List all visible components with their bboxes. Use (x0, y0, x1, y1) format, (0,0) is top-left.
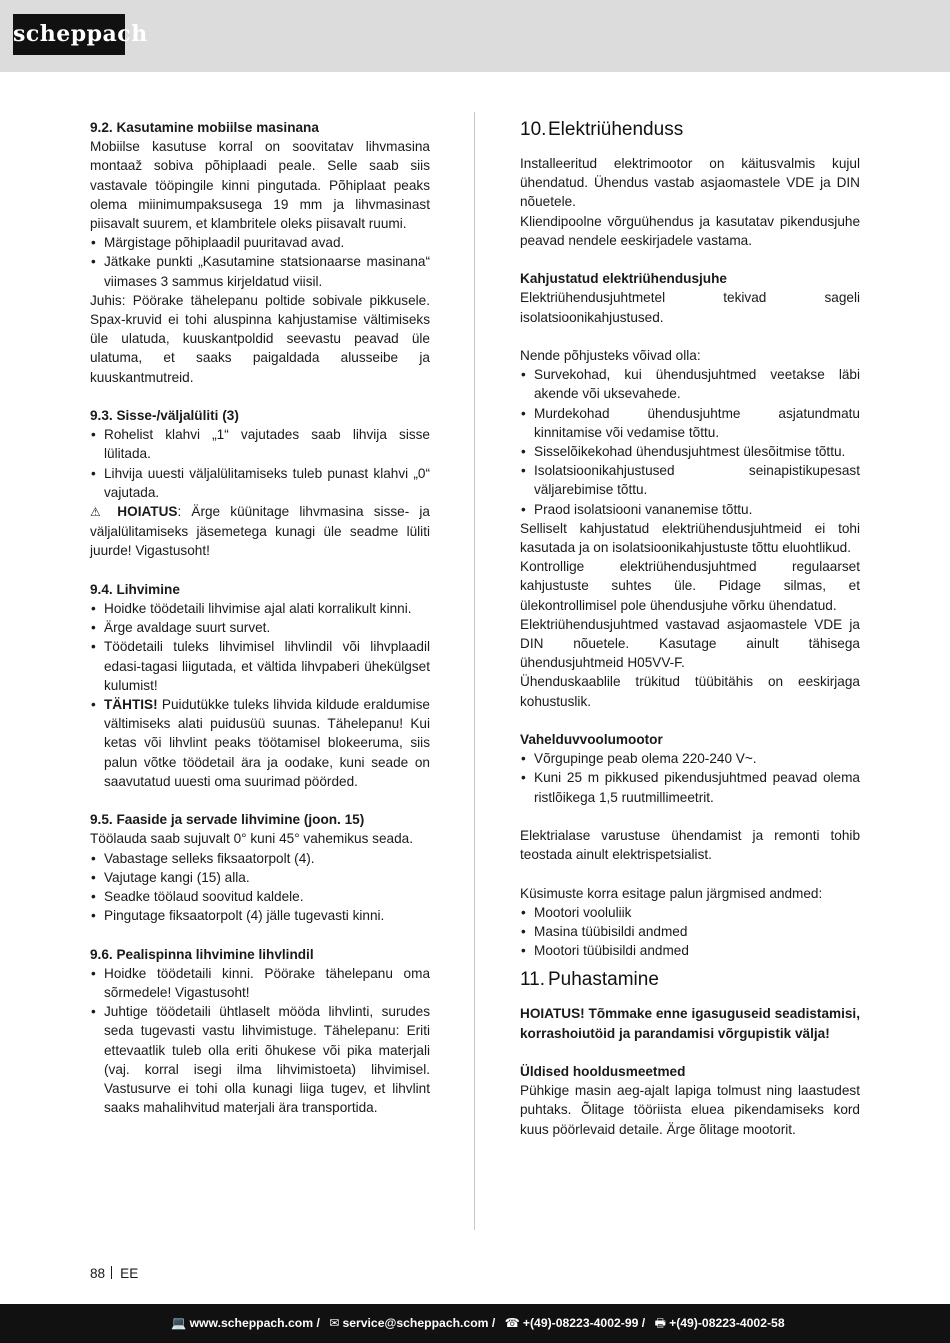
paragraph: Pühkige masin aeg-ajalt lapiga tolmust ning laastudest puhtaks. Õlitage tööriista eluea pikendamiseks kord kuus pöörlevaid detaile. Ärge õlitage mootorit. (520, 1083, 860, 1137)
list-item: • Seadke töölaud soovitud kaldele. (90, 887, 430, 906)
list-item: • Masina tüübisildi andmed (520, 922, 860, 941)
scheppach-logo: scheppach (13, 14, 125, 55)
chapter-title: Puhastamine (548, 969, 659, 991)
list-item: • Lihvija uuesti väljalülitamiseks tuleb punast klahvi „0“ vajutada. (90, 464, 430, 502)
bullet-list (520, 749, 860, 807)
warning-label: HOIATUS (117, 504, 178, 520)
phone-number: +(49)-08223-4002-99 (522, 1316, 639, 1330)
paragraph: Küsimuste korra esitage palun järgmised andmed: (520, 885, 823, 901)
list-item: • Ärge avaldage suurt survet. (90, 618, 430, 637)
bullet-list (90, 425, 430, 502)
paragraph: Mobiilse kasutuse korral on soovitatav lihvmasina montaaž sobiva põhiplaadi peale. Selle saab siis vastavale tööpingile kinni pingutada. Põhiplaat peaks olema miinimumpaksusega 19 mm ja lihvmasinast piisavalt suurem, et klambritele oleks piisavalt ruumi. (90, 139, 430, 232)
page-footer (90, 1265, 138, 1283)
list-item: • Mootori vooluliik (520, 903, 860, 922)
paragraph: Kliendipoolne võrguühendus ja kasutatav pikendusjuhe peavad nendele eeskirjadele vastama. (520, 213, 860, 248)
column-divider (474, 112, 475, 1230)
warning-paragraph (520, 1004, 860, 1042)
computer-icon: 💻 (171, 1316, 187, 1330)
email-link[interactable]: service@scheppach.com (342, 1316, 489, 1330)
list-item: • Hoidke töödetaili lihvimise ajal alati korralikult kinni. (90, 599, 430, 618)
paragraph: Nende põhjusteks võivad olla: (520, 348, 701, 363)
section-heading: 9.4. Lihvimine (90, 581, 180, 597)
left-column (90, 118, 430, 1118)
list-item: • Hoidke töödetaili kinni. Pöörake tähelepanu oma sõrmedele! Vigastusoht! (90, 964, 430, 1002)
mail-icon: ✉ (329, 1316, 340, 1330)
contact-bar (0, 1304, 950, 1343)
chapter-number: 10. (520, 119, 547, 140)
bullet-list (90, 233, 430, 291)
section-heading: Kahjustatud elektriühendusjuhe (520, 271, 727, 287)
list-item: • Sisselõikekohad ühendusjuhtmest ülesõitmise tõttu. (520, 442, 860, 461)
list-item: • Võrgupinge peab olema 220-240 V~. (520, 749, 860, 768)
bullet-list (520, 903, 860, 961)
right-column (520, 118, 860, 1139)
language-code: EE (120, 1266, 139, 1281)
list-item: • Survekohad, kui ühendusjuhtmed veetakse läbi akende või uksevahede. (520, 365, 860, 403)
warning-text: : Ärge küünitage lihvmasina sisse- ja väljalülitamiseks jäsemetega kunagi üle seadme lüliti juurde! Vigastusoht! (90, 504, 430, 559)
warning-text: ! Tõmmake enne igasuguseid seadistamisi, korrashoiutöid ja parandamisi võrgupistik välja! (520, 1006, 860, 1041)
section-heading: 9.3. Sisse-/väljalüliti (3) (90, 408, 239, 424)
list-item: • Isolatsioonikahjustused seinapistikupesast väljarebimise tõttu. (520, 461, 860, 499)
chapter-number: 11. (520, 969, 546, 991)
paragraph: Elektriühendusjuhtmetel tekivad sageli isolatsioonikahjustused. (520, 290, 860, 325)
separator: / (491, 1316, 496, 1330)
list-item (90, 695, 430, 791)
section-heading: 9.6. Pealispinna lihvimine lihvlindil (90, 946, 314, 962)
paragraph: Elektriühendusjuhtmed vastavad asjaomastele VDE ja DIN nõuetele. Kasutage ainult tähisega ühendusjuhtmeid H05VV-F. (520, 616, 860, 671)
section-heading: 9.5. Faaside ja servade lihvimine (joon. 15) (90, 812, 365, 828)
fax-number: +(49)-08223-4002-58 (669, 1316, 785, 1330)
paragraph: Kontrollige elektriühendusjuhtmed regulaarset kahjustuste suhtes üle. Pidage silmas, et ülekontrollimisel pole ühendusjuhe võrku ühendatud. (520, 559, 860, 613)
paragraph: Töölauda saab sujuvalt 0° kuni 45° vahemikus seada. (90, 831, 413, 847)
list-item: • Mootori tüübisildi andmed (520, 941, 860, 960)
list-item: • Juhtige töödetaili ühtlaselt mööda lihvlinti, surudes seda tugevasti vastu lihvimistuge. Tähelepanu: Eriti ettevaatlik tuleb olla eriti õhukese või pika materjali (vaj. korral isegi ilma lihvimistoeta) lihvimisel. Vastusurve ei tohi olla kunagi liiga tugev, et lihvlint saaks mahalihvitud materjali ära transportida. (90, 1002, 430, 1117)
list-item: • Vabastage selleks fiksaatorpolt (4). (90, 849, 430, 868)
paragraph: Selliselt kahjustatud elektriühendusjuhtmeid ei tohi kasutada ja on isolatsioonikahjustuste tõttu eluohtlikud. (520, 520, 860, 556)
paragraph: Installeeritud elektrimootor on käitusvalmis kujul ühendatud. Ühendus vastab asjaomastele VDE ja DIN nõuetele. (520, 156, 860, 210)
bullet-list (90, 599, 430, 791)
bullet-list (90, 849, 430, 926)
separator: / (316, 1316, 320, 1330)
list-item: • Vajutage kangi (15) alla. (90, 868, 430, 887)
important-text: Puidutükke tuleks lihvida kildude eraldumise vältimiseks alati puidusüü suunas. Tähelepanu! Kui ketas või lihvlint peaks töötamisel blokeeruma, siis palun võtke töödetail ära ja oodake, kuni seade on saavutatud uuesti oma suurimad pöörded. (104, 697, 430, 789)
list-item: • Pingutage fiksaatorpolt (4) jälle tugevasti kinni. (90, 906, 430, 925)
phone-icon: ☎ (504, 1316, 520, 1330)
header-bar (0, 0, 950, 72)
bullet-list (520, 365, 860, 519)
section-heading: 9.2. Kasutamine mobiilse masinana (90, 120, 319, 135)
section-heading: Üldised hooldusmeetmed (520, 1064, 686, 1080)
warning-label: HOIATUS (520, 1006, 581, 1022)
list-item: • Praod isolatsiooni vananemise tõttu. (520, 500, 860, 519)
chapter-title: Elektriühenduss (548, 119, 684, 140)
section-heading: Vahelduvvoolumootor (520, 732, 663, 748)
page-number: 88 (90, 1266, 106, 1281)
list-item: • Jätkake punkti „Kasutamine statsionaarse masinana“ viimases 3 sammus kirjeldatud viisil. (90, 252, 430, 290)
paragraph: Juhis: Pöörake tähelepanu poltide sobivale pikkusele. Spax-kruvid ei tohi aluspinna kahjustamise vältimiseks üle ulatuda, kuuskantpoldid seevastu peavad üle ulatuma, et saaks paigaldada alusseibe ja kuuskantmutreid. (90, 292, 430, 385)
paragraph: Elektrialase varustuse ühendamist ja remonti tohib teostada ainult elektrispetsialist. (520, 828, 860, 863)
website-link[interactable]: www.scheppach.com (189, 1316, 314, 1330)
list-item: • Märgistage põhiplaadil puuritavad avad. (90, 233, 430, 252)
chapter-heading (520, 118, 860, 142)
bullet-list (90, 964, 430, 1118)
warning-triangle-icon: ⚠ (90, 505, 108, 520)
important-label: TÄHTIS! (104, 697, 158, 713)
list-item: • Rohelist klahvi „1“ vajutades saab lihvija sisse lülitada. (90, 425, 430, 463)
list-item: • Murdekohad ühendusjuhtme asjatundmatu kinnitamise või vedamise tõttu. (520, 404, 860, 442)
chapter-heading (520, 968, 860, 992)
fax-icon: 🖶 (654, 1316, 667, 1330)
warning-paragraph (90, 502, 430, 561)
list-item: • Töödetaili tuleks lihvimisel lihvlindil või lihvplaadil edasi-tagasi liigutada, et vältida lihvpaberi ühekülgset kulumist! (90, 637, 430, 695)
footer-divider (111, 1266, 112, 1279)
separator: / (641, 1316, 646, 1330)
list-item: • Kuni 25 m pikkused pikendusjuhtmed peavad olema ristlõikega 1,5 ruutmillimeetrit. (520, 768, 860, 806)
paragraph: Ühenduskaablile trükitud tüübitähis on eeskirjaga kohustuslik. (520, 674, 860, 709)
